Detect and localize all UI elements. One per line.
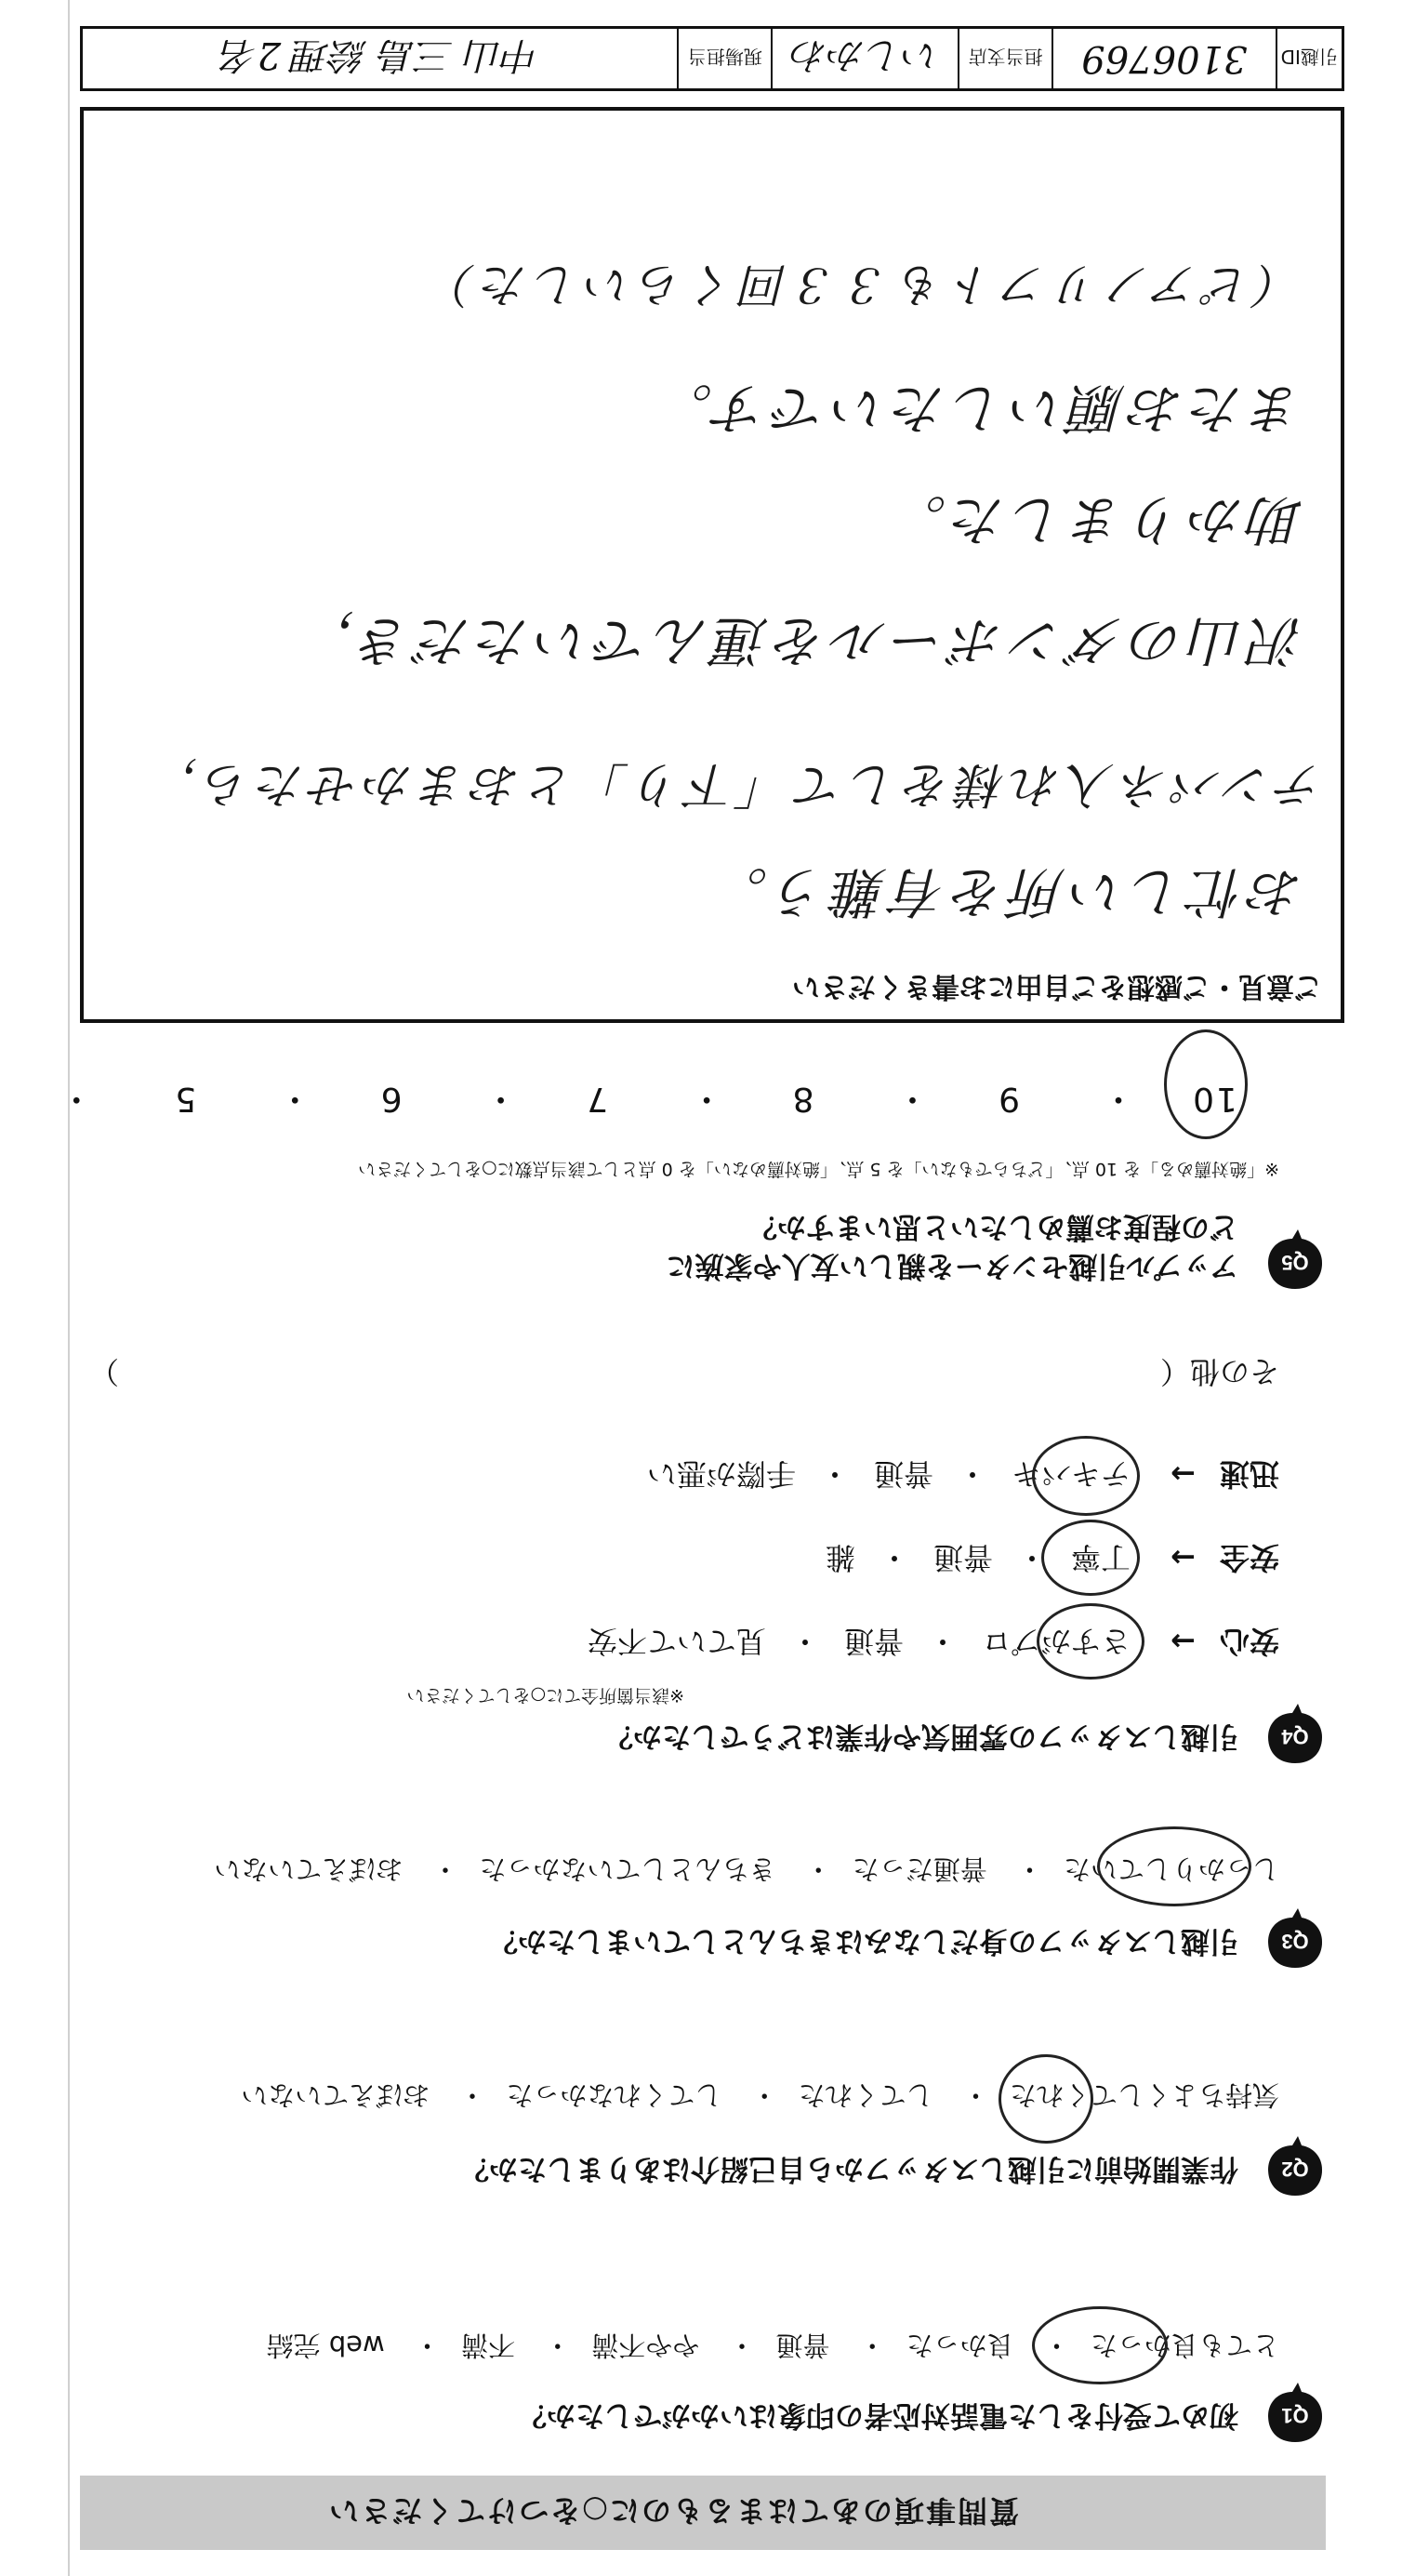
- q4-selection-mark: [1041, 1520, 1140, 1596]
- q5-scale-value[interactable]: 8: [790, 1080, 814, 1118]
- handwritten-line: （ピアノリフトも３３回くらいした）: [424, 258, 1303, 312]
- move-id-value: 3106769: [1052, 29, 1275, 88]
- instruction-text: 質問事項のあてはまるものに○をつけてください: [327, 2493, 1019, 2529]
- q2-option[interactable]: してくれた: [798, 2079, 933, 2111]
- q3-selection-mark: [1097, 1826, 1251, 1906]
- staff-label: 現場担当: [677, 29, 771, 88]
- q1-options: とても良かった・ 良かった・ 普通・ やや不満・ 不満・ web 完結: [246, 2328, 1279, 2366]
- q5-badge-icon: [1264, 1228, 1326, 1293]
- comment-box[interactable]: [80, 107, 1344, 1023]
- q4-option[interactable]: 見ていて不安: [587, 1624, 766, 1659]
- q5-scale-value[interactable]: 10: [1191, 1080, 1237, 1118]
- q1-option[interactable]: web 完結: [266, 2330, 385, 2361]
- q1-option[interactable]: 普通: [775, 2330, 830, 2361]
- handwritten-line: またお願いしたいです。: [653, 377, 1303, 440]
- q5-badge-label: Q5: [1281, 1251, 1309, 1274]
- q4-other: [1160, 1352, 1279, 1395]
- q4-badge-label: Q4: [1281, 1725, 1309, 1748]
- q1-option[interactable]: 良かった: [906, 2330, 1014, 2361]
- q1-option[interactable]: 不満: [460, 2330, 515, 2361]
- handwritten-line: 助かりました。: [886, 488, 1303, 551]
- q4-option[interactable]: 丁寧: [1070, 1540, 1131, 1575]
- q4-option[interactable]: 雑: [825, 1540, 855, 1575]
- q4-option[interactable]: テキパキ: [1011, 1456, 1131, 1492]
- q5-scale-value[interactable]: [0, 1080, 27, 1118]
- handwritten-line: 沢山のダンボールを運んでいただき，: [294, 609, 1303, 672]
- q4-row-category: 安全: [1219, 1540, 1279, 1575]
- q4-row-anzen: 安全→丁寧・普通・雑: [801, 1538, 1279, 1581]
- q5-scale-value[interactable]: 5: [173, 1080, 197, 1118]
- q4-text: 引越しスタッフの雰囲気や作業はどうでしたか？: [604, 1720, 1238, 1753]
- q5-scale-value[interactable]: 6: [378, 1080, 403, 1118]
- q2-badge-label: Q2: [1281, 2158, 1309, 2181]
- q5-selection-mark: [1164, 1029, 1248, 1139]
- q3-option[interactable]: おぼえていない: [214, 1853, 403, 1885]
- arrow-right-icon: →: [1171, 1540, 1196, 1575]
- q3-badge-icon: [1264, 1906, 1326, 1972]
- q3-option[interactable]: きちんとしていなかった: [479, 1853, 776, 1885]
- q1-option[interactable]: とても良かった: [1090, 2330, 1279, 2361]
- q4-row-anshin: 安心→さすがプロ・普通・見ていて不安: [563, 1622, 1279, 1665]
- q5-scale: 10・ 9・ 8・ 7・ 6・ 5 ・: [0, 1078, 1263, 1125]
- question-1: [80, 2306, 1326, 2446]
- q4-option[interactable]: 普通: [932, 1540, 993, 1575]
- branch-value: いしかわ: [772, 29, 959, 88]
- q1-selection-mark: [1032, 2306, 1168, 2384]
- handwritten-line: お忙しい所を有難う。: [708, 860, 1303, 923]
- move-id-label: 引越ID: [1276, 29, 1342, 88]
- q4-option[interactable]: さすがプロ: [981, 1624, 1131, 1659]
- q3-badge-label: Q3: [1281, 1930, 1309, 1953]
- q3-option[interactable]: しっかりしていた: [1063, 1853, 1279, 1885]
- q4-row-category: 迅速: [1219, 1456, 1279, 1492]
- q4-note: ※該当箇所全てに○をしてください: [406, 1685, 684, 1706]
- q2-options: 気持ちよくしてくれた・ してくれた・ してくれなかった・ おぼえていない: [220, 2078, 1279, 2116]
- q2-selection-mark: [999, 2054, 1093, 2144]
- q4-option[interactable]: 手際が悪い: [646, 1456, 796, 1492]
- arrow-right-icon: →: [1171, 1624, 1196, 1659]
- footer-table: [80, 26, 1344, 91]
- q2-option[interactable]: おぼえていない: [241, 2079, 430, 2111]
- q1-option[interactable]: やや不満: [591, 2330, 700, 2361]
- branch-label: 担当支店: [958, 29, 1052, 88]
- q4-option[interactable]: 普通: [873, 1456, 933, 1492]
- q4-row-jinsoku: 迅速→テキパキ・普通・手際が悪い: [623, 1454, 1279, 1497]
- q1-badge-label: Q1: [1281, 2404, 1309, 2427]
- q5-note: ※「絶対薦める」を 10 点、「どちらでもない」を 5 点、「絶対薦めない」を 0 点として該当点数に○をしてください: [358, 1159, 1279, 1179]
- q2-badge-icon: [1264, 2134, 1326, 2199]
- q5-text-line1: アップル引越センターを親しい友人や家族に: [666, 1249, 1238, 1282]
- q5-scale-value[interactable]: 9: [997, 1080, 1020, 1118]
- arrow-right-icon: →: [1171, 1456, 1196, 1492]
- q4-badge-icon: [1264, 1702, 1326, 1767]
- q2-option[interactable]: してくれなかった: [506, 2079, 722, 2111]
- q3-options: しっかりしていた・ 普通だった・ きちんとしていなかった・ おぼえていない: [193, 1852, 1279, 1890]
- q2-option[interactable]: 気持ちよくしてくれた: [1009, 2079, 1279, 2111]
- q3-option[interactable]: 普通だった: [852, 1853, 987, 1885]
- q4-row-category: 安心: [1219, 1624, 1279, 1659]
- q4-selection-mark: [1032, 1436, 1140, 1516]
- instruction-band: [80, 2476, 1326, 2550]
- q3-text: 引越しスタッフの身だしなみはきちんとしていましたか？: [489, 1924, 1238, 1958]
- question-2: [80, 2060, 1326, 2199]
- q5-text-line2: どの程度お薦めしたいと思いますか？: [748, 1210, 1238, 1243]
- comment-title: ご意見・ご感想をご自由にお書きください: [792, 970, 1322, 1003]
- q4-other-label: その他（: [1159, 1354, 1279, 1389]
- q4-other-close-label: ）: [88, 1354, 119, 1389]
- q2-text: 作業開始前に引越しスタッフから自己紹介はありましたか？: [460, 2152, 1238, 2185]
- q4-option[interactable]: 普通: [843, 1624, 904, 1659]
- handwritten-line: テンパネ入れ様をして「下り」とおまかせたら，: [143, 756, 1324, 812]
- question-4: [80, 1404, 1326, 1767]
- q1-text: 初めて受付をした電話対応者の印象はいかがでしたか？: [518, 2398, 1238, 2432]
- q1-badge-icon: [1264, 2381, 1326, 2446]
- question-3: [80, 1832, 1326, 1972]
- q4-other-close: [89, 1352, 119, 1395]
- question-5: [80, 1135, 1326, 1293]
- staff-value: 中山 三島 絵理 2名: [219, 33, 540, 77]
- q4-selection-mark: [1037, 1603, 1144, 1680]
- q5-scale-value[interactable]: 7: [585, 1080, 609, 1118]
